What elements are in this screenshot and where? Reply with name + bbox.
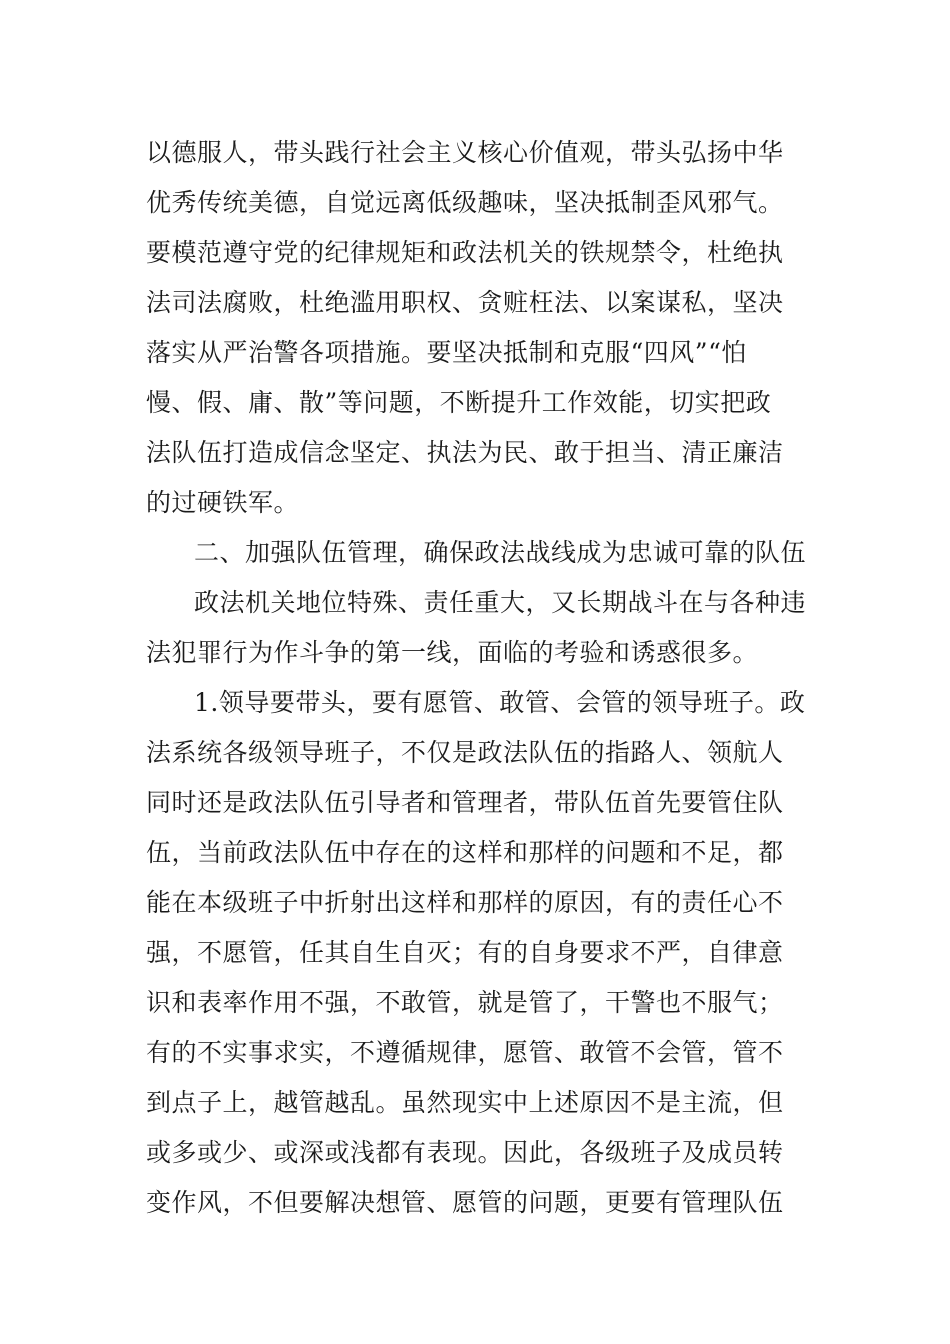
numbered-paragraph-start: 1.领导要带头，要有愿管、敢管、会管的领导班子。政: [194, 688, 806, 717]
text-line: 能在本级班子中折射出这样和那样的原因，有的责任心不: [146, 888, 784, 917]
text-line: 以德服人，带头践行社会主义核心价值观，带头弘扬中华: [146, 138, 784, 167]
text-line: 或多或少、或深或浅都有表现。因此，各级班子及成员转: [146, 1138, 784, 1167]
text-line: 强，不愿管，任其自生自灭；有的自身要求不严，自律意: [146, 938, 784, 967]
text-line: 变作风，不但要解决想管、愿管的问题，更要有管理队伍: [146, 1188, 784, 1217]
text-line: 伍，当前政法队伍中存在的这样和那样的问题和不足，都: [146, 838, 784, 867]
text-line: 法系统各级领导班子，不仅是政法队伍的指路人、领航人: [146, 738, 784, 767]
text-line: 慢、假、庸、散”等问题，不断提升工作效能，切实把政: [146, 388, 772, 417]
text-line: 到点子上，越管越乱。虽然现实中上述原因不是主流，但: [146, 1088, 784, 1117]
text-line: 法队伍打造成信念坚定、执法为民、敢于担当、清正廉洁: [146, 438, 784, 467]
text-line: 法司法腐败，杜绝滥用职权、贪赃枉法、以案谋私，坚决: [146, 288, 784, 317]
section-heading: 二、加强队伍管理，确保政法战线成为忠诚可靠的队伍: [194, 538, 807, 567]
text-line: 要模范遵守党的纪律规矩和政法机关的铁规禁令，杜绝执: [146, 238, 784, 267]
text-line: 识和表率作用不强，不敢管，就是管了，干警也不服气；: [146, 988, 784, 1017]
text-line: 同时还是政法队伍引导者和管理者，带队伍首先要管住队: [146, 788, 784, 817]
text-line: 有的不实事求实，不遵循规律，愿管、敢管不会管，管不: [146, 1038, 784, 1067]
text-line: 优秀传统美德，自觉远离低级趣味，坚决抵制歪风邪气。: [146, 188, 784, 217]
text-line: 的过硬铁军。: [146, 488, 300, 517]
text-line: 政法机关地位特殊、责任重大，又长期战斗在与各种违: [194, 588, 807, 617]
text-line: 落实从严治警各项措施。要坚决抵制和克服“四风”“怕: [146, 338, 747, 367]
text-line: 法犯罪行为作斗争的第一线，面临的考验和诱惑很多。: [146, 638, 759, 667]
